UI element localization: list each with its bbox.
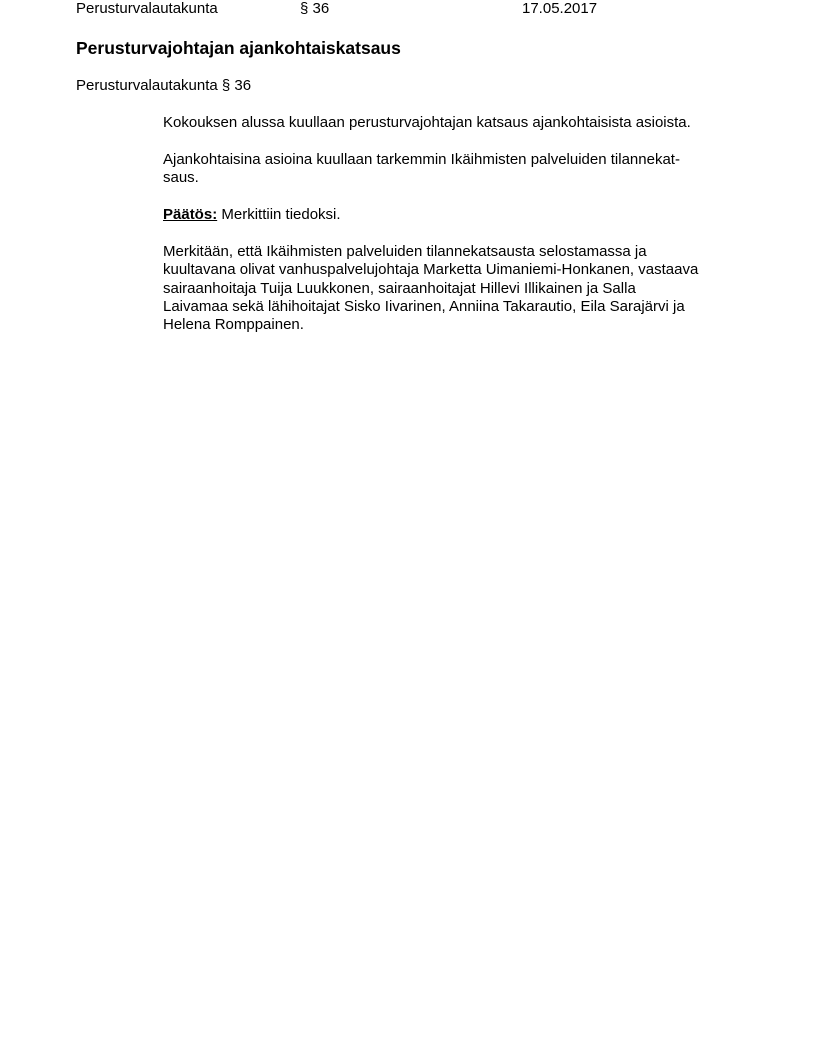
document-title: Perusturvajohtajan ajankohtaiskatsaus (76, 38, 401, 58)
paragraph-topics-line-2: saus. (163, 169, 199, 187)
header-section-number: § 36 (300, 0, 330, 17)
paragraph-topics (163, 151, 743, 188)
notes-line-3: sairaanhoitaja Tuija Luukkonen, sairaanhoitajat Hillevi Illikainen ja Salla (163, 279, 636, 297)
notes-line-4: Laivamaa sekä lähihoitajat Sisko Iivarinen, Anniina Takarautio, Eila Sarajärvi ja (163, 298, 685, 316)
notes-line-1: Merkitään, että Ikäihmisten palveluiden tilannekatsausta selostamassa ja (163, 242, 647, 260)
header-committee: Perusturvalautakunta (76, 0, 218, 17)
paragraph-intro: Kokouksen alussa kuullaan perusturvajohtajan katsaus ajankohtaisista asioista. (163, 114, 691, 131)
page-header (76, 0, 776, 20)
notes-line-5: Helena Romppainen. (163, 316, 304, 334)
paragraph-notes (163, 243, 743, 335)
decision-paragraph (163, 206, 743, 224)
decision-text: Merkittiin tiedoksi. (217, 206, 341, 223)
paragraph-topics-line-1: Ajankohtaisina asioina kuullaan tarkemmin Ikäihmisten palveluiden tilannekat- (163, 150, 680, 168)
header-date: 17.05.2017 (522, 0, 598, 17)
decision-label: Päätös: (163, 206, 218, 223)
document-body (163, 114, 743, 353)
document-subtitle: Perusturvalautakunta § 36 (76, 77, 252, 94)
notes-line-2: kuultavana olivat vanhuspalvelujohtaja Marketta Uimaniemi-Honkanen, vastaava (163, 261, 699, 279)
